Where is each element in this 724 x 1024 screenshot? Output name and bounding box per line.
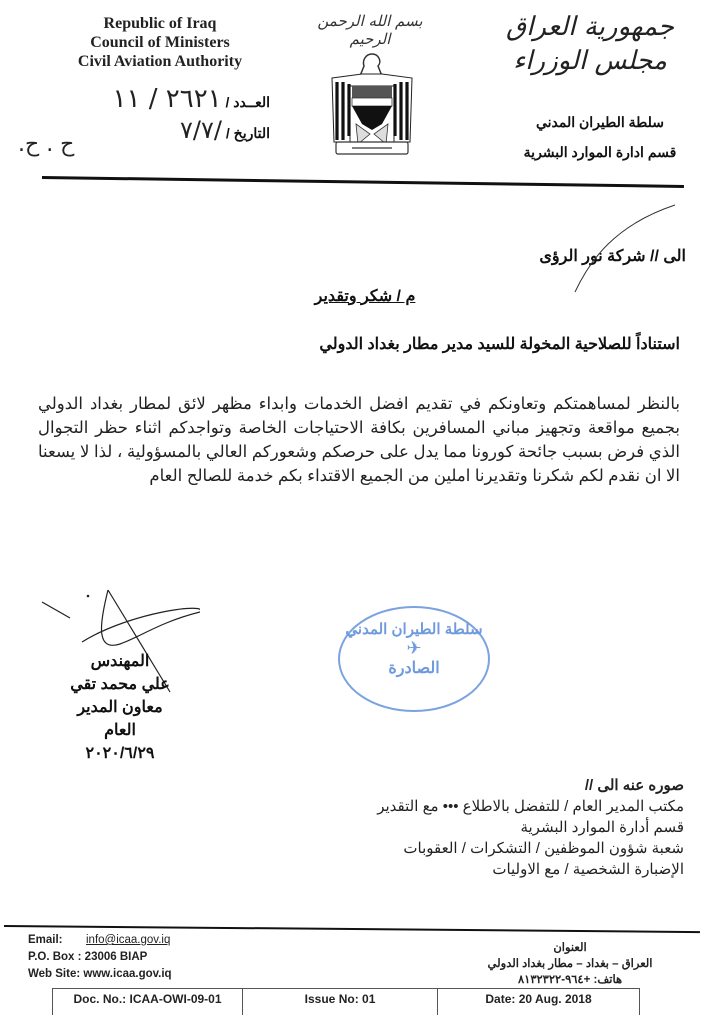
header-divider	[42, 176, 684, 188]
english-letterhead	[60, 14, 260, 71]
subject-line: م / شكر وتقدير	[314, 288, 416, 305]
footer-address	[480, 940, 660, 988]
email-link[interactable]: info@icaa.gov.iq	[86, 934, 171, 946]
doc-date: Date: 20 Aug. 2018	[437, 989, 640, 1015]
pen-stroke-mark	[570, 200, 680, 295]
copies-heading: صوره عنه الى //	[584, 777, 684, 794]
phone-label: هاتف:	[593, 974, 623, 986]
pobox-value: 23006 BIAP	[84, 951, 148, 963]
signature-date: ٢٠٢٠/٦/٢٩	[85, 745, 155, 762]
signature-block	[60, 650, 180, 765]
handwritten-note: ح . ح.	[18, 132, 75, 157]
copy-item: شعبة شؤون الموظفين / التشكرات / العقوبات	[403, 840, 684, 857]
document-control-bar	[52, 988, 640, 1015]
phone-value: +٩٦٤-٨١٣٢٣٢٢	[517, 974, 591, 986]
stamp-bottom-text: الصادرة	[388, 660, 440, 677]
stamp-top-text: سلطة الطيران المدني	[345, 621, 483, 638]
pobox-label: P.O. Box :	[28, 951, 82, 963]
english-line-council: Council of Ministers	[90, 34, 230, 51]
issue-number: Issue No: 01	[242, 989, 437, 1015]
arabic-letterhead-calligraphy	[500, 10, 680, 78]
copy-item: قسم أدارة الموارد البشرية	[520, 819, 684, 836]
reference-date-label: التاريخ /	[225, 125, 270, 141]
english-line-republic: Republic of Iraq	[103, 15, 217, 32]
airplane-icon: ✈	[406, 638, 422, 658]
reference-number-value: ٢٦٢١ / ١١	[112, 84, 222, 114]
copy-item: مكتب المدير العام / للتفضل بالاطلاع ••• مع التقدير	[377, 798, 684, 815]
signatory-name: علي محمد تقي	[70, 676, 170, 693]
basmala: بسم الله الرحمن الرحيم	[317, 12, 423, 48]
address-label: العنوان	[553, 942, 587, 954]
english-line-authority: Civil Aviation Authority	[77, 53, 243, 70]
arabic-org-name: سلطة الطيران المدني	[535, 114, 665, 130]
reference-date-value: /٧/٧	[180, 116, 222, 144]
authority-line: استناداً للصلاحية المخولة للسيد مدير مطار بغداد الدولي	[319, 336, 680, 353]
doc-number: Doc. No.: ICAA-OWI-09-01	[52, 989, 242, 1015]
website-link[interactable]: www.icaa.gov.iq	[83, 968, 172, 980]
iraq-eagle-emblem-icon	[322, 50, 422, 158]
signatory-title: المهندس	[90, 653, 150, 670]
letter-body: بالنظر لمساهمتكم وتعاونكم في تقديم افضل الخدمات وابداء مظهر لائق لمطار بغداد الدولي بجميع مواقعة وتجهيز مباني المسافرين بكافة الاحتياجات الخاصة وتواجدكم اثناء حظر التجوال الذي فرض بسبب جائحة كورونا مما يدل على حرصكم وشعوركم العالي بالمسؤولية ، لذا لا يسعنا الا ان نقدم لكم شكرنا وتقديرنا املين من الجميع الاقتداء بكم خدمة للصالح العام	[38, 395, 680, 485]
signatory-position: معاون المدير العام	[77, 699, 163, 739]
footer-contact	[28, 932, 288, 983]
official-stamp	[338, 606, 490, 712]
recipient-line: الى // شركة نور الرؤى	[539, 248, 686, 265]
arabic-dept-name: قسم ادارة الموارد البشرية	[523, 144, 677, 160]
email-label: Email:	[28, 934, 63, 946]
arabic-republic-of-iraq: جمهورية العراق	[506, 12, 674, 42]
arabic-council-of-ministers: مجلس الوزراء	[513, 46, 667, 76]
reference-number-label: العــدد /	[225, 94, 270, 110]
reference-number-row	[30, 84, 270, 114]
address-value: العراق – بغداد – مطار بغداد الدولي	[487, 958, 653, 970]
copies-to-section	[324, 775, 684, 880]
copy-item: الإضبارة الشخصية / مع الاوليات	[492, 861, 684, 878]
website-label: Web Site:	[28, 968, 81, 980]
